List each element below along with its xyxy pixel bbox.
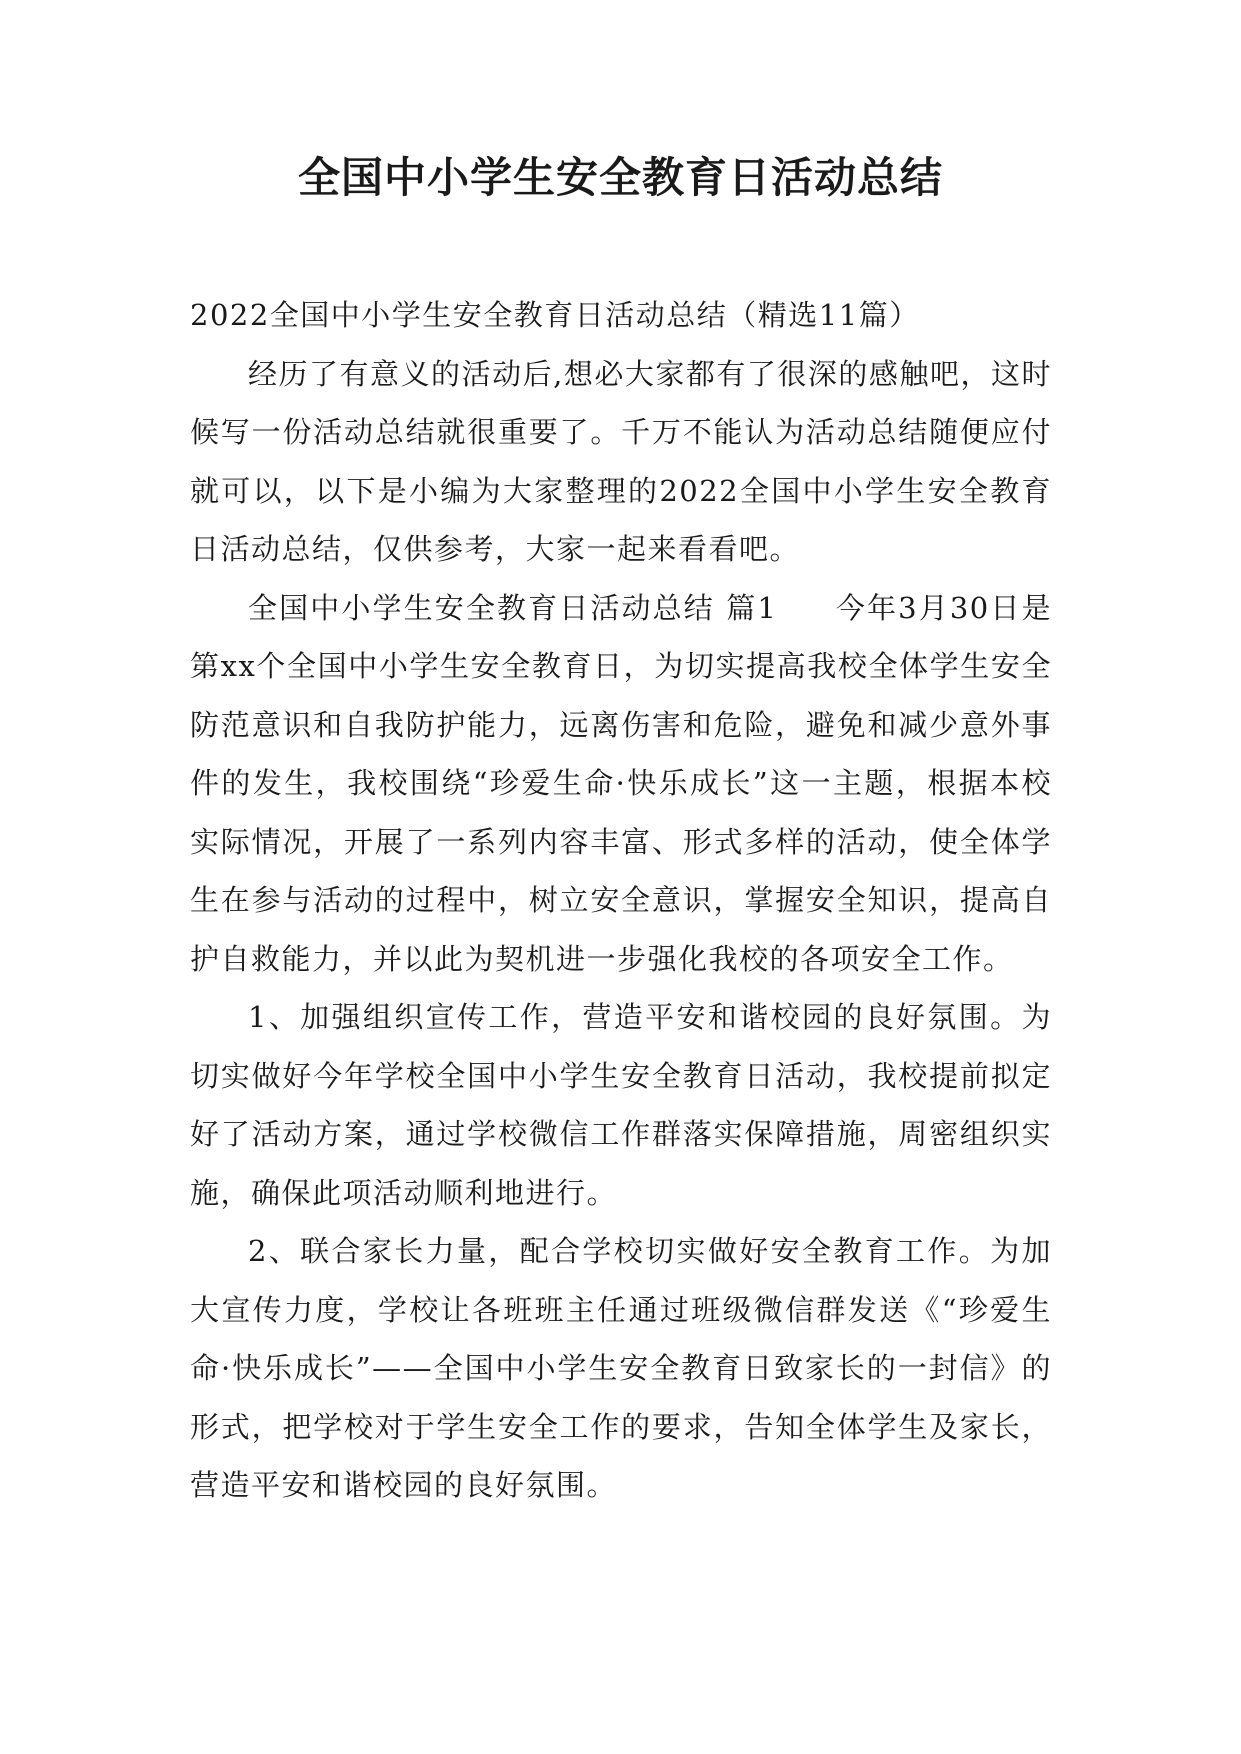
section-1-heading: 全国中小学生安全教育日活动总结 篇1 [248, 590, 778, 625]
intro-paragraph: 经历了有意义的活动后,想必大家都有了很深的感触吧，这时候写一份活动总结就很重要了。千万不能认为活动总结随便应付就可以，以下是小编为大家整理的2022全国中小学生安全教育日活动总结，仅供参考，大家一起来看看吧。 [190, 356, 1052, 566]
point-2-paragraph: 2、联合家长力量，配合学校切实做好安全教育工作。为加大宣传力度，学校让各班班主任通过班级微信群发送《“珍爱生命·快乐成长”——全国中小学生安全教育日致家长的一封信》的形式，把学校对于学生安全工作的要求，告知全体学生及家长，营造平安和谐校园的良好氛围。 [190, 1234, 1052, 1502]
section-1-lead: 今年3月30日是第xx个全国中小学生安全教育日，为切实提高我校全体学生安全防范意识和自我防护能力，远离伤害和危险，避免和减少意外事件的发生，我校围绕“珍爱生命·快乐成长”这一主题，根据本校实际情况，开展了一系列内容丰富、形式多样的活动，使全体学生在参与活动的过程中，树立安全意识，掌握安全知识，提高自护自救能力，并以此为契机进一步强化我校的各项安全工作。 [190, 590, 1052, 976]
point-1-paragraph: 1、加强组织宣传工作，营造平安和谐校园的良好氛围。为切实做好今年学校全国中小学生安全教育日活动，我校提前拟定好了活动方案，通过学校微信工作群落实保障措施，周密组织实施，确保此项活动顺利地进行。 [190, 1000, 1052, 1210]
document-title: 全国中小学生安全教育日活动总结 [297, 153, 943, 202]
document-subtitle: 2022全国中小学生安全教育日活动总结（精选11篇） [190, 298, 920, 332]
document-body [190, 286, 1052, 1515]
section-1-paragraph [190, 579, 1052, 989]
